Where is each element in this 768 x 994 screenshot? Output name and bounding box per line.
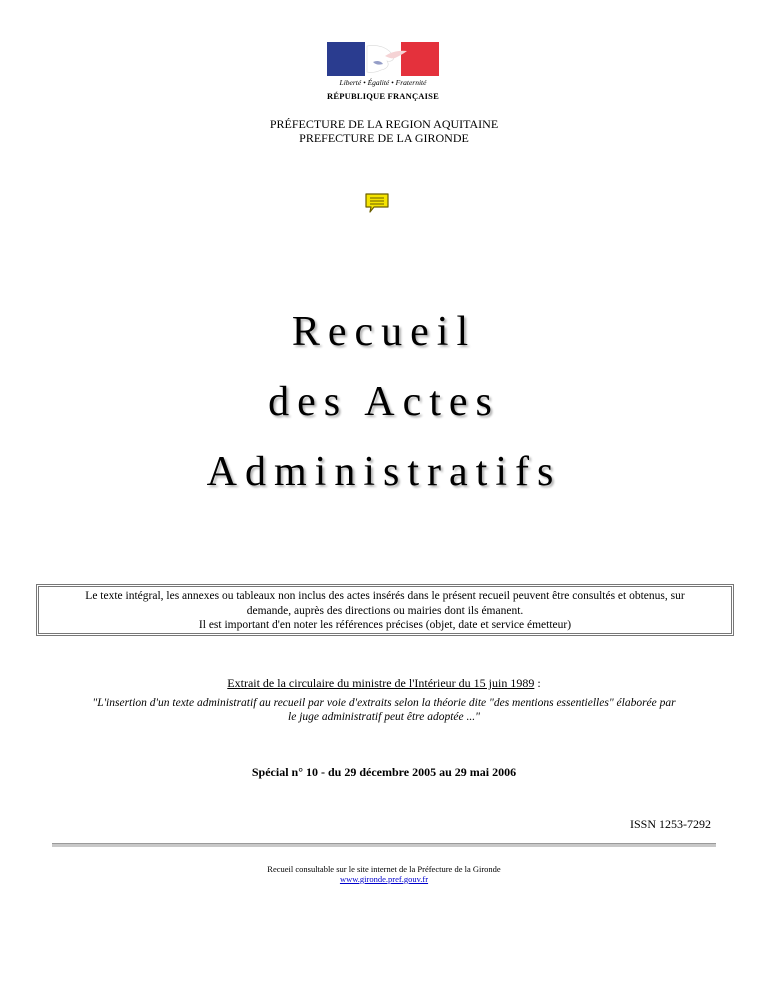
logo-republic: RÉPUBLIQUE FRANÇAISE — [327, 91, 439, 101]
tricolor-flag-icon — [327, 42, 439, 76]
prefecture-gironde: PREFECTURE DE LA GIRONDE — [299, 131, 469, 145]
circular-title-text: Extrait de la circulaire du ministre de l'Intérieur du 15 juin 1989 — [227, 676, 535, 690]
footer-link[interactable]: www.gironde.pref.gouv.fr — [339, 874, 429, 884]
divider — [52, 843, 716, 847]
circular-title-colon: : — [534, 676, 541, 690]
prefecture-header — [0, 117, 768, 145]
quote-line-1: "L'insertion d'un texte administratif au recueil par voie d'extraits selon la théorie dite "des mentions essentielles" élaborée par — [92, 697, 676, 709]
logo-motto: Liberté • Égalité • Fraternité — [339, 78, 427, 87]
circular-title — [0, 676, 768, 691]
prefecture-region: PRÉFECTURE DE LA REGION AQUITAINE — [269, 117, 499, 131]
circular-quote — [0, 696, 768, 724]
notice-line-1: Le texte intégral, les annexes ou tableaux non inclus des actes insérés dans le présent recueil peuvent être consultés et obtenus, sur — [85, 590, 685, 602]
footer-text: Recueil consultable sur le site internet de la Préfecture de la Gironde — [267, 864, 501, 874]
notice-line-3: Il est important d'en noter les références précises (objet, date et service émetteur) — [198, 619, 572, 631]
title-line-2: des Actes — [268, 379, 500, 425]
speech-bubble-icon[interactable] — [364, 192, 390, 214]
notice-box — [36, 584, 734, 636]
title-line-1: Recueil — [291, 309, 477, 355]
footer — [0, 864, 768, 884]
title-line-3: Administratifs — [206, 449, 562, 495]
special-issue: Spécial n° 10 - du 29 décembre 2005 au 29 mai 2006 — [251, 765, 517, 779]
issn: ISSN 1253-7292 — [629, 817, 711, 831]
quote-line-2: le juge administratif peut être adoptée ..." — [288, 711, 480, 723]
notice-line-2: demande, auprès des directions ou mairies dont ils émanent. — [246, 604, 524, 617]
marianne-logo — [327, 42, 439, 108]
